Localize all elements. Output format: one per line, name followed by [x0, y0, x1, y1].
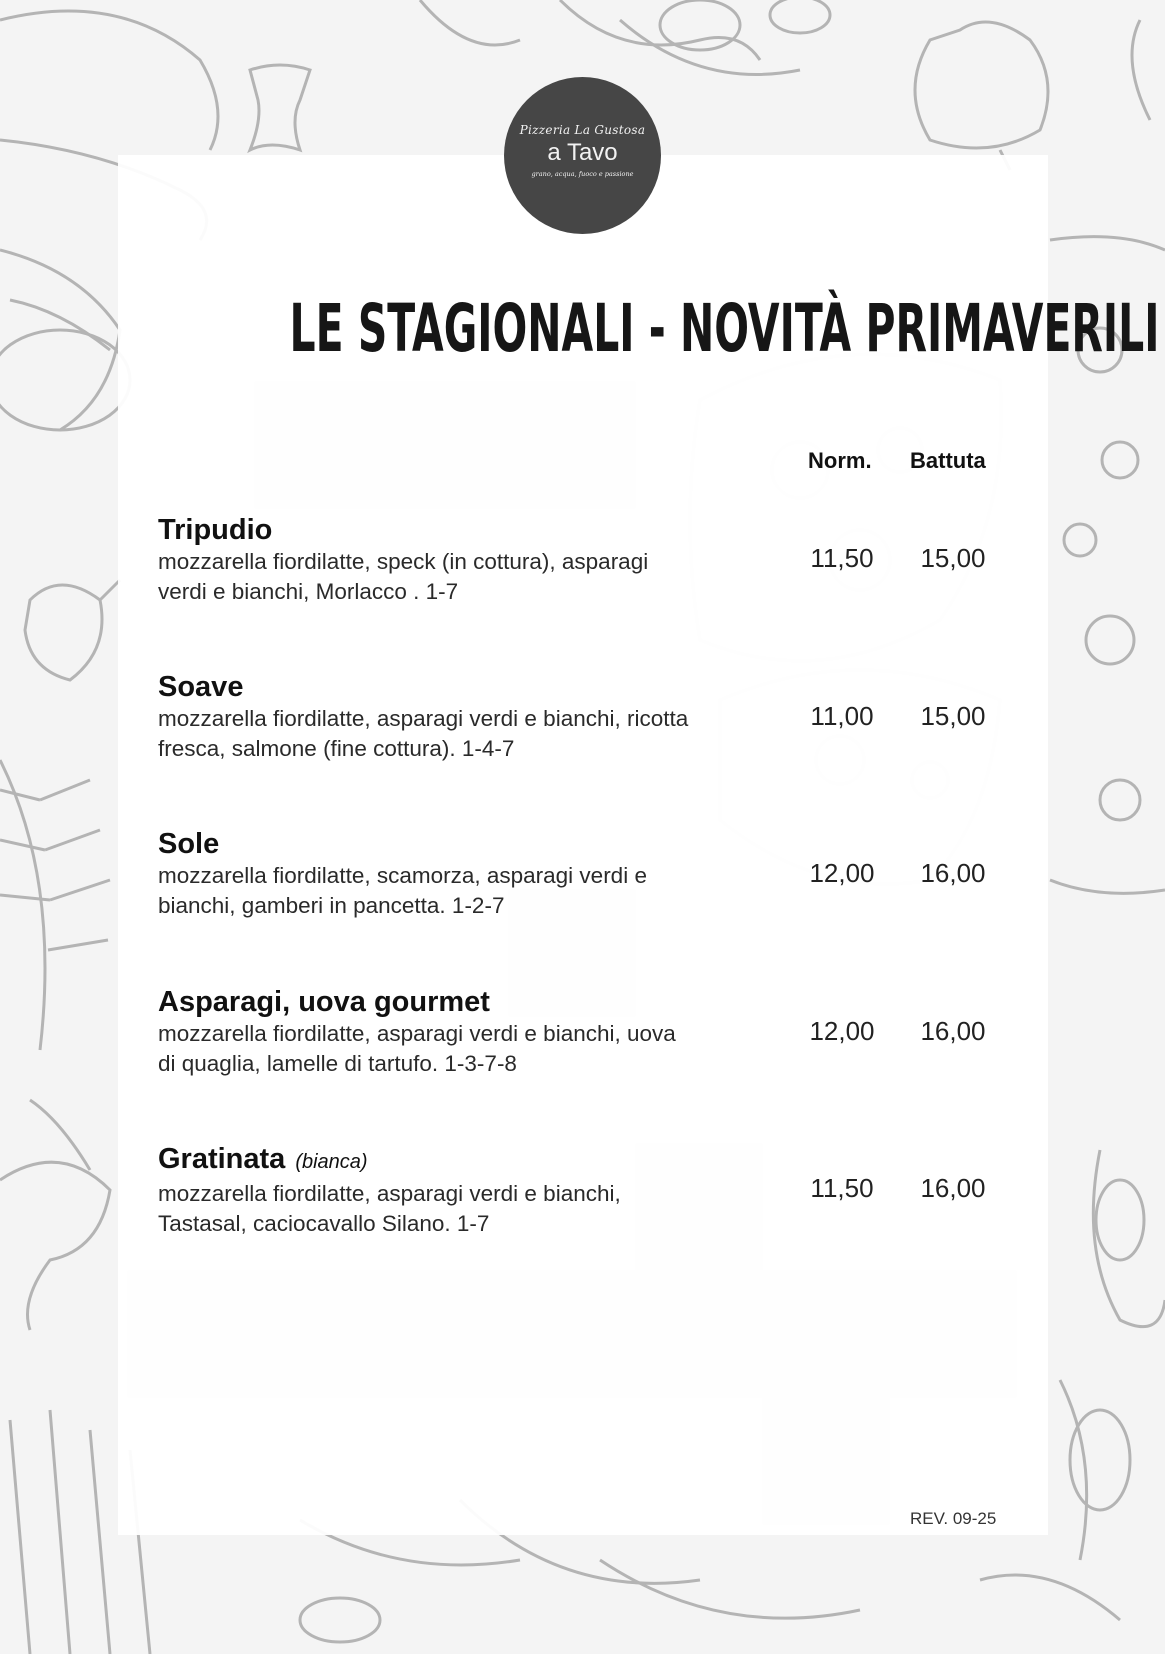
price-norm: 11,00 — [810, 701, 874, 731]
menu-item-name: Soave — [158, 671, 244, 703]
menu-item-description: mozzarella fiordilatte, speck (in cottura), asparagi verdi e bianchi, Morlacco . 1-7 — [158, 549, 649, 604]
menu-item-description: mozzarella fiordilatte, asparagi verdi e bianchi, uova di quaglia, lamelle di tartufo. 1-3-7-8 — [158, 1021, 676, 1076]
menu-item — [158, 670, 758, 764]
column-header-norm: Norm. — [808, 448, 872, 473]
price-norm: 12,00 — [809, 1016, 875, 1046]
menu-item — [158, 1142, 758, 1239]
logo-script-line: Pizzeria La Gustosa — [519, 123, 646, 137]
column-header-battuta: Battuta — [910, 448, 986, 473]
menu-item — [158, 513, 758, 607]
logo-tagline: grano, acqua, fuoco e passione — [531, 170, 634, 178]
price-battuta: 16,00 — [920, 1173, 986, 1203]
menu-item-name: Tripudio — [158, 514, 273, 546]
menu-item-name: Asparagi, uova gourmet — [158, 986, 490, 1018]
price-norm: 12,00 — [809, 858, 875, 888]
pizzeria-logo — [504, 77, 661, 234]
price-norm: 11,50 — [810, 1173, 874, 1203]
menu-item-description: mozzarella fiordilatte, asparagi verdi e bianchi, Tastasal, caciocavallo Silano. 1-7 — [158, 1181, 621, 1236]
price-battuta: 15,00 — [920, 701, 986, 731]
price-battuta: 16,00 — [920, 858, 986, 888]
page-title: LE STAGIONALI - NOVITÀ PRIMAVERILI — [289, 290, 1160, 367]
menu-item-name: Gratinata (bianca) — [158, 1143, 368, 1175]
menu-item — [158, 827, 758, 921]
revision-label: REV. 09-25 — [910, 1509, 997, 1528]
price-battuta: 16,00 — [920, 1016, 986, 1046]
menu-item-description: mozzarella fiordilatte, scamorza, asparagi verdi e bianchi, gamberi in pancetta. 1-2-7 — [158, 863, 647, 918]
menu-item — [158, 985, 758, 1079]
menu-item-description: mozzarella fiordilatte, asparagi verdi e bianchi, ricotta fresca, salmone (fine cottura). 1-4-7 — [158, 706, 689, 761]
menu-item-note: (bianca) — [295, 1151, 368, 1173]
price-battuta: 15,00 — [920, 543, 986, 573]
logo-name: a Tavo — [547, 139, 618, 166]
price-norm: 11,50 — [810, 543, 874, 573]
menu-item-name: Sole — [158, 828, 220, 860]
